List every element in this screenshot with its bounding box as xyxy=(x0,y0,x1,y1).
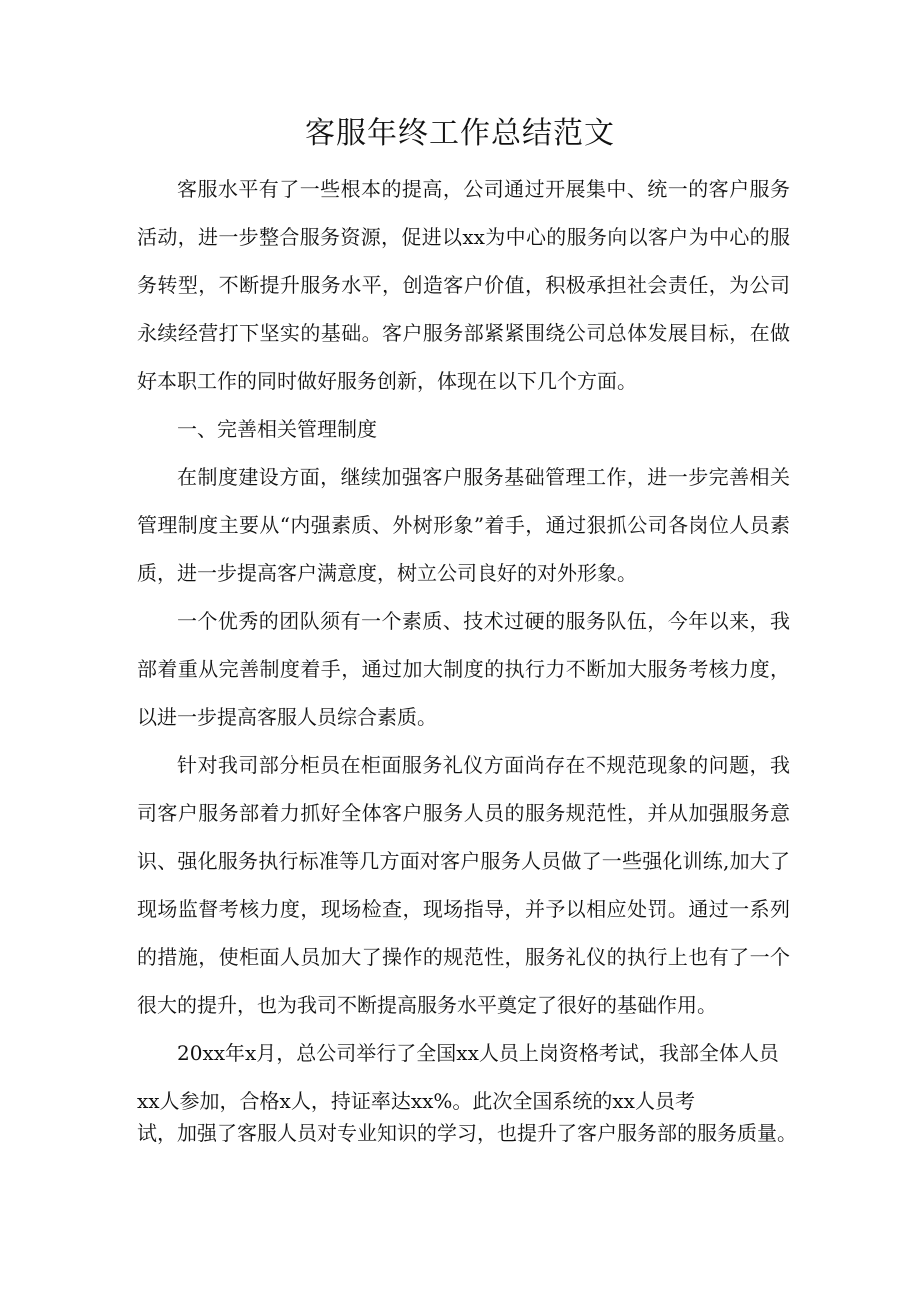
document-body xyxy=(137,165,797,1149)
paragraph-intro: 客服水平有了一些根本的提高，公司通过开展集中、统一的客户服务活动，进一步整合服务资源，促进以xx为中心的服务向以客户为中心的服务转型，不断提升服务水平，创造客户价值，积极承担社会责任，为公司永续经营打下坚实的基础。客户服务部紧紧围绕公司总体发展目标，在做好本职工作的同时做好服务创新，体现在以下几个方面。 xyxy=(137,177,790,393)
paragraph-counter-service: 针对我司部分柜员在柜面服务礼仪方面尚存在不规范现象的问题，我司客户服务部着力抓好全体客户服务人员的服务规范性，并从加强服务意识、强化服务执行标准等几方面对客户服务人员做了一些强化训练,加大了现场监督考核力度，现场检查，现场指导，并予以相应处罚。通过一系列的措施，使柜面人员加大了操作的规范性，服务礼仪的执行上也有了一个很大的提升，也为我司不断提高服务水平奠定了很好的基础作用。 xyxy=(137,753,790,1017)
section-heading-1: 一、完善相关管理制度 xyxy=(177,417,377,441)
paragraph-exam xyxy=(137,1029,797,1149)
paragraph-exam-part2: 试，加强了客服人员对专业知识的学习，也提升了客户服务部的服务质量。 xyxy=(137,1121,797,1145)
paragraph-system-building: 在制度建设方面，继续加强客户服务基础管理工作，进一步完善相关管理制度主要从“内强素质、外树形象”着手，通过狠抓公司各岗位人员素质，进一步提高客户满意度，树立公司良好的对外形象。 xyxy=(137,465,790,585)
paragraph-exam-part1: 20xx年x月，总公司举行了全国xx人员上岗资格考试，我部全体人员xx人参加，合格x人，持证率达xx%。此次全国系统的xx人员考 xyxy=(137,1041,779,1113)
document-title: 客服年终工作总结范文 xyxy=(305,116,615,151)
paragraph-team: 一个优秀的团队须有一个素质、技术过硬的服务队伍，今年以来，我部着重从完善制度着手，通过加大制度的执行力不断加大服务考核力度，以进一步提高客服人员综合素质。 xyxy=(137,609,790,729)
